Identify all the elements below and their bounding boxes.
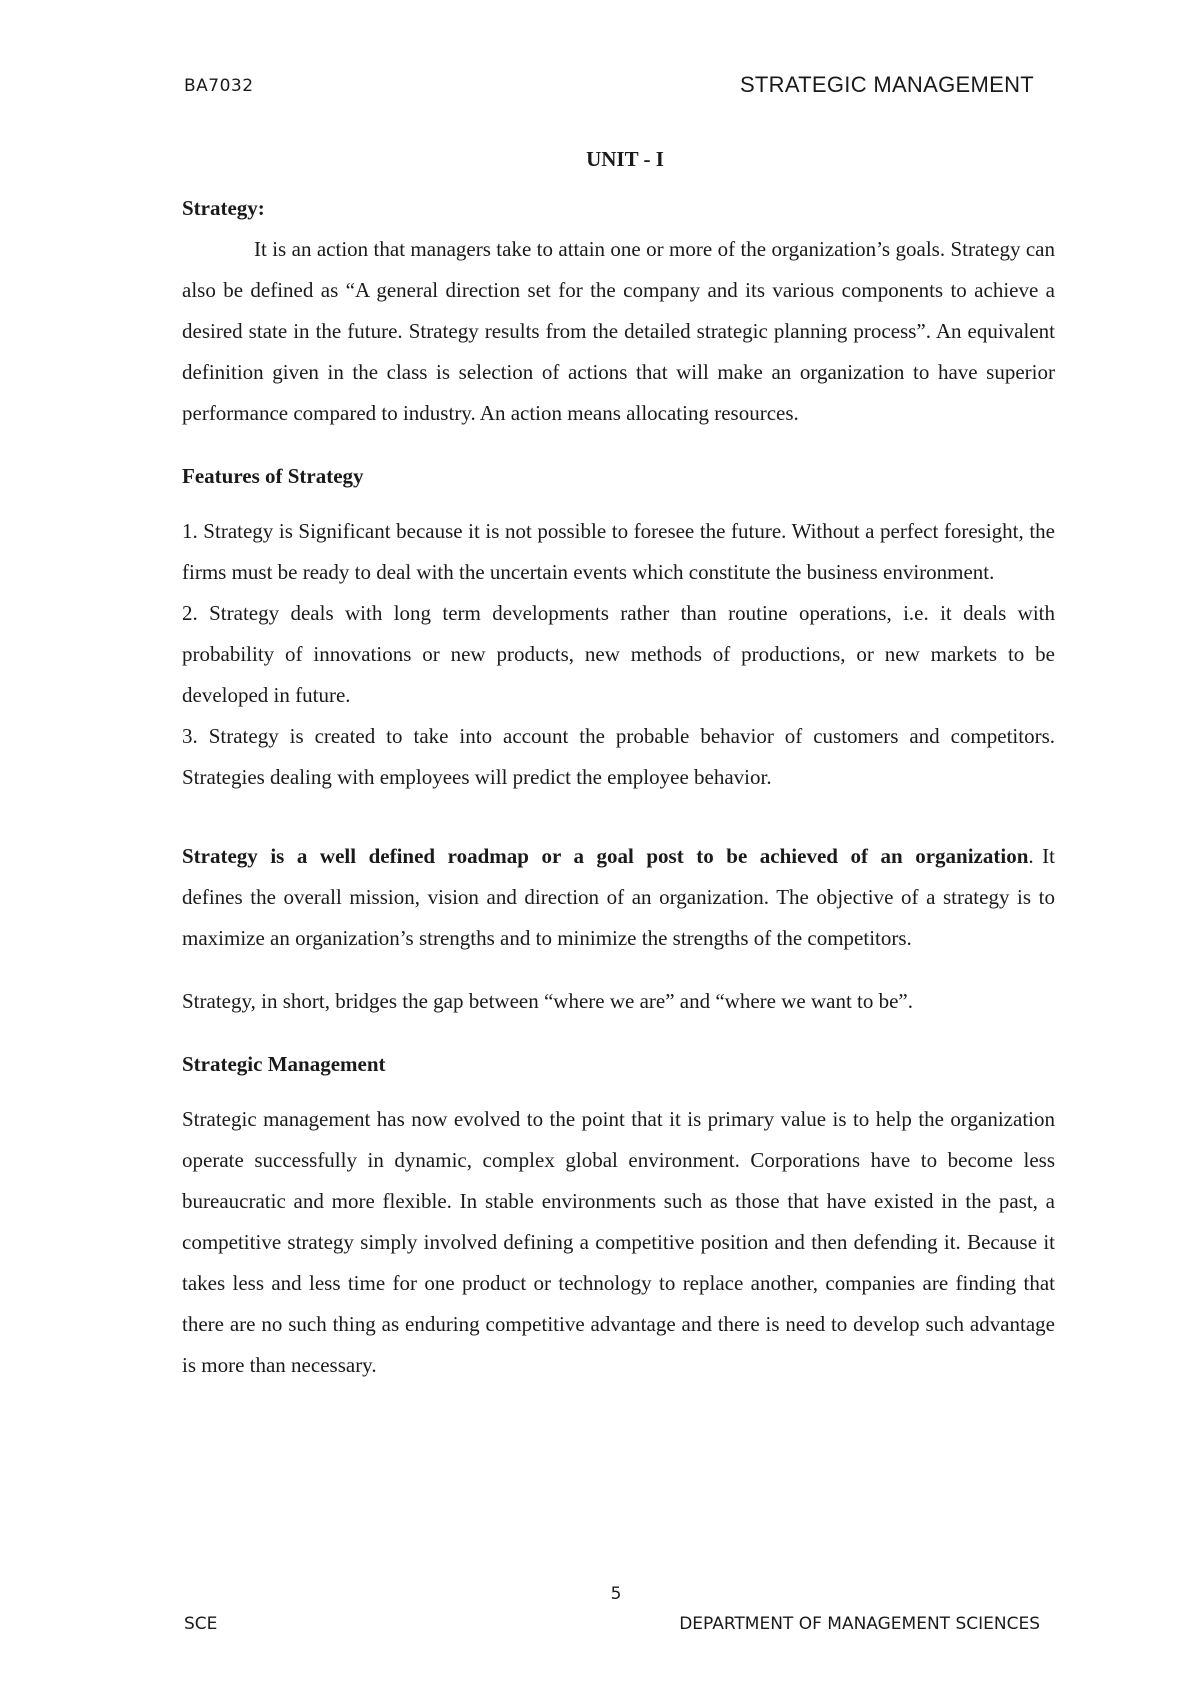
feature-item-2: 2. Strategy deals with long term developments rather than routine operations, i.e. it deals with probability of innovations or new products, new methods of productions, or new markets to be developed in future. xyxy=(182,601,1055,707)
strategic-management-paragraph: Strategic management has now evolved to the point that it is primary value is to help the organization operate successfully in dynamic, complex global environment. Corporations have to become less bureaucratic and more flexible. In stable environments such as those that have existed in the past, a competitive strategy simply involved defining a competitive position and then defending it. Because it takes less and less time for one product or technology to replace another, companies are finding that there are no such thing as enduring competitive advantage and there is need to develop such advantage is more than necessary. xyxy=(182,1107,1055,1377)
header-course-code: BA7032 xyxy=(184,76,254,96)
short-paragraph: Strategy, in short, bridges the gap between “where we are” and “where we want to be”. xyxy=(182,989,914,1013)
strategy-heading: Strategy: xyxy=(182,196,265,220)
footer-institution: SCE xyxy=(184,1614,218,1634)
features-heading: Features of Strategy xyxy=(182,464,364,488)
roadmap-bold-lead: Strategy is a well defined roadmap or a goal post to be achieved of an organization xyxy=(182,844,1029,868)
feature-item-3: 3. Strategy is created to take into account the probable behavior of customers and competitors. Strategies dealing with employees will predict the employee behavior. xyxy=(182,724,1055,789)
strategy-paragraph: It is an action that managers take to attain one or more of the organization’s goals. Strategy can also be defined as “A general direction set for the company and its various components to achieve a desired state in the future. Strategy results from the detailed strategic planning process”. An equivalent definition given in the class is selection of actions that will make an organization to have superior performance compared to industry. An action means allocating resources. xyxy=(182,237,1055,425)
roadmap-rest: . It defines the overall mission, vision and direction of an organization. The objective of a strategy is to maximize an organization’s strengths and to minimize the strengths of the competitors. xyxy=(182,844,1056,950)
header-course-title: STRATEGIC MANAGEMENT xyxy=(739,72,1034,97)
feature-item-1: 1. Strategy is Significant because it is not possible to foresee the future. Without a perfect foresight, the firms must be ready to deal with the uncertain events which constitute the business environment. xyxy=(182,519,1055,584)
page-number: 5 xyxy=(610,1584,622,1604)
roadmap-paragraph xyxy=(182,836,1055,959)
strategic-management-heading: Strategic Management xyxy=(182,1052,386,1076)
unit-title: UNIT - I xyxy=(586,147,664,171)
footer-department: DEPARTMENT OF MANAGEMENT SCIENCES xyxy=(679,1614,1040,1634)
document-body xyxy=(182,188,1055,1386)
